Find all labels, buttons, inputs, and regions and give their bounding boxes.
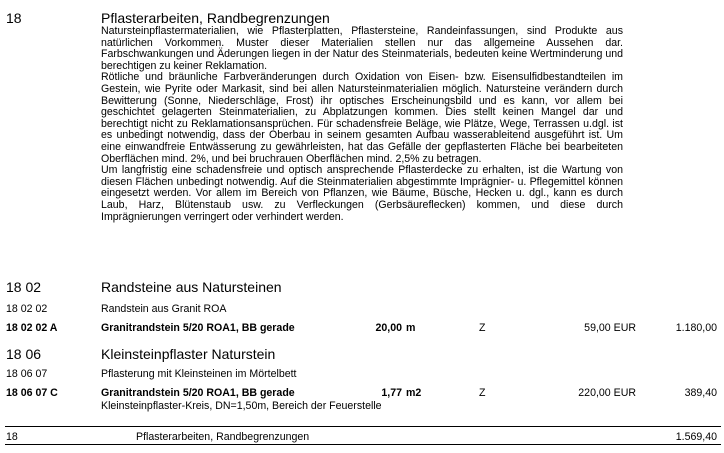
summary-divider <box>5 426 721 427</box>
description-paragraph: Rötliche und bräunliche Farbveränderungen durch Oxidation von Eisen- bzw. Eisensulfidbestandteilen im Gestein, wie Pyrite oder Markasit, sind bei allen Natursteinmaterialien möglich. Natursteine verändern durch Bewitterung (Sonne, Niederschläge, Frost) ihr optisches Erscheinungsbild und es kann, vor allem bei geschichtet gelagerten Steinmaterialien, zu Abplatzungen kommen. Dies stellt keinen Mangel dar und berechtigt nicht zu Reklamationsansprüchen. Für schadensfreie Beläge, wie Plätze, Wege, Terrassen u.dgl. ist es unbedingt notwendig, dass der Oberbau in seinem gesamten Aufbau wasserableitend ausgeführt ist. Um eine einwandfreie Entwässerung zu gewährleisten, hat das Gefälle der gepflasterten Fläche bei bearbeiteten Oberflächen mind. 2%, und bei bruchrauen Oberflächen mind. 2,5% zu betragen. <box>101 71 623 165</box>
position-note: Kleinsteinpflaster-Kreis, DN=1,50m, Bereich der Feuerstelle <box>101 400 382 412</box>
position-unit: m2 <box>406 387 422 399</box>
position-total: 389,40 <box>684 387 717 399</box>
position-unit-price: 59,00 EUR <box>584 322 636 334</box>
position-quantity: 1,77 <box>381 387 402 399</box>
position-quantity: 20,00 <box>375 322 402 334</box>
position-unit-price: 220,00 EUR <box>578 387 636 399</box>
subgroup-number: 18 02 02 <box>6 303 48 315</box>
subgroup-title: Randstein aus Granit ROA <box>101 303 227 315</box>
summary-number: 18 <box>6 431 18 443</box>
position-total: 1.180,00 <box>675 322 717 334</box>
summary-title: Pflasterarbeiten, Randbegrenzungen <box>136 431 310 443</box>
group-title: Kleinsteinpflaster Naturstein <box>101 346 276 362</box>
group-number: 18 02 <box>6 279 42 295</box>
position-description: Granitrandstein 5/20 ROA1, BB gerade <box>101 387 295 399</box>
group-number: 18 06 <box>6 346 42 362</box>
position-type: Z <box>479 387 486 399</box>
position-description: Granitrandstein 5/20 ROA1, BB gerade <box>101 322 295 334</box>
section-title: Pflasterarbeiten, Randbegrenzungen <box>101 10 330 26</box>
summary-total: 1.569,40 <box>675 431 717 443</box>
group-title: Randsteine aus Natursteinen <box>101 279 282 295</box>
position-type: Z <box>479 322 486 334</box>
summary-underline <box>5 444 721 445</box>
description-paragraph: Um langfristig eine schadensfreie und optisch ansprechende Pflasterdecke zu erhalten, ist die Wartung von diesen Flächen unbedingt notwendig. Auf die Steinmaterialien abgestimmte Imprägnier- u. Pflegemittel können eingesetzt werden. Vor allem im Bereich von Pflanzen, wie Bäume, Büsche, Hecken u. dgl., kann es durch Laub, Harz, Blütenstaub usw. zu Verfleckungen (Gerbsäureflecken) kommen, und diese durch Imprägnierungen verringert oder verhindert werden. <box>101 164 623 223</box>
section-description <box>101 26 623 223</box>
position-number: 18 06 07 C <box>6 387 58 399</box>
subgroup-number: 18 06 07 <box>6 368 48 380</box>
description-paragraph: Natursteinpflastermaterialien, wie Pflasterplatten, Pflastersteine, Randeinfassungen, sind Produkte aus natürlichen Vorkommen. Muster dieser Materialien stellen nur das allgemeine Aussehen dar. Farbschwankungen und Äderungen liegen in der Natur des Steinmaterials, bedeuten keine Wertminderung und berechtigen zu keiner Reklamation. <box>101 25 623 72</box>
position-number: 18 02 02 A <box>6 322 58 334</box>
section-number: 18 <box>6 10 22 26</box>
position-unit: m <box>406 322 416 334</box>
subgroup-title: Pflasterung mit Kleinsteinen im Mörtelbett <box>101 368 297 380</box>
